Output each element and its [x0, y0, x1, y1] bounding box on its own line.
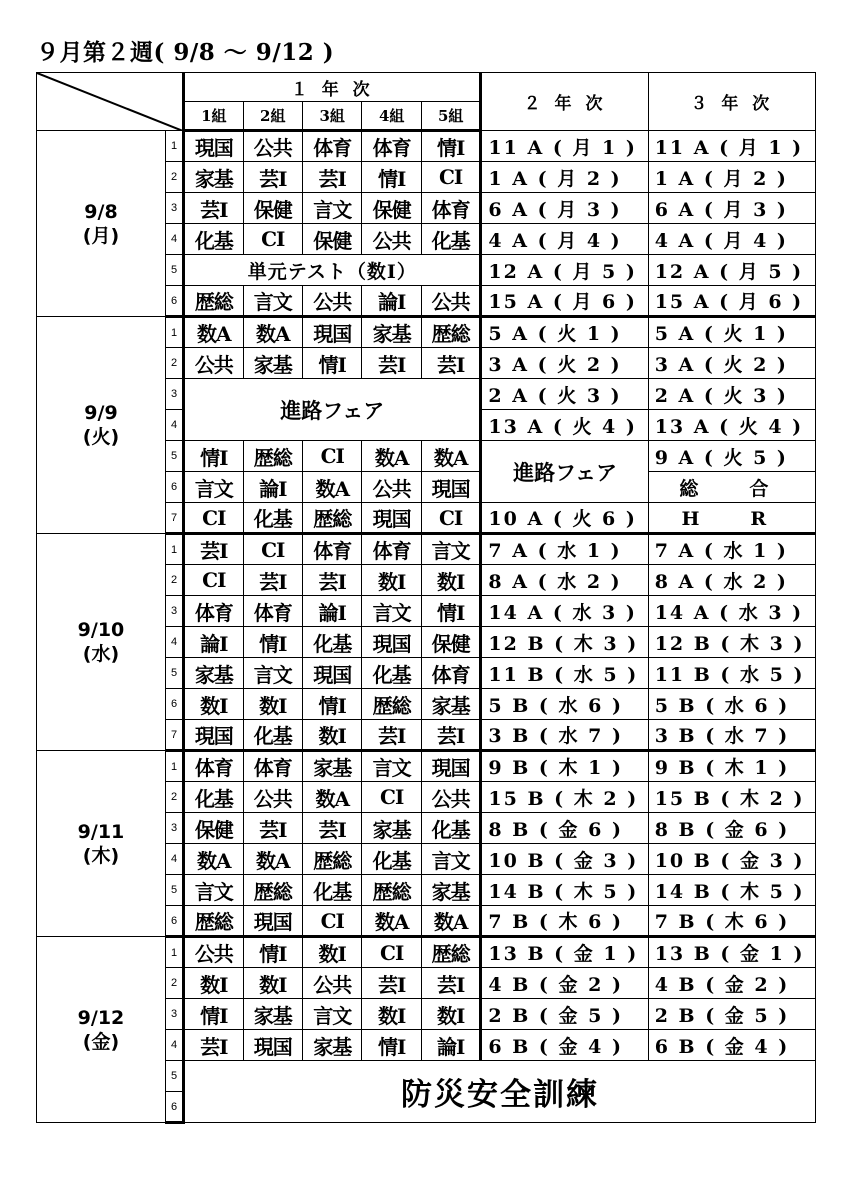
day-date: 9/12 [77, 1006, 125, 1029]
class-cell: 芸Ⅰ [362, 720, 421, 751]
class-cell: 公共 [243, 131, 302, 162]
class-cell: 情Ⅰ [184, 441, 243, 472]
class-cell: 論Ⅰ [421, 1030, 481, 1061]
year3-cell: 13 B ( 金 1 ) [648, 937, 815, 968]
class-cell: 芸Ⅰ [421, 348, 481, 379]
period-number: 7 [165, 720, 183, 751]
class-cell: 言文 [303, 193, 362, 224]
period-number: 4 [165, 410, 183, 441]
year2-cell: 1 A ( 月 2 ) [481, 162, 648, 193]
class-cell: CⅠ [243, 534, 302, 565]
class-cell: 情Ⅰ [243, 627, 302, 658]
day-date: 9/9 [84, 402, 118, 424]
year2-cell: 12 A ( 月 5 ) [481, 255, 648, 286]
diagonal-line [37, 73, 183, 131]
class-cell: 数Ⅰ [184, 968, 243, 999]
period-number: 5 [165, 658, 183, 689]
class-cell: 体育 [362, 131, 421, 162]
class-cell: 家基 [184, 162, 243, 193]
class-cell: 数A [362, 441, 421, 472]
class-cell: 家基 [303, 1030, 362, 1061]
class-cell: 数A [303, 782, 362, 813]
class-cell: 数A [243, 844, 302, 875]
class-cell: 数Ⅰ [243, 968, 302, 999]
class-cell: 芸Ⅰ [184, 193, 243, 224]
class-cell: 芸Ⅰ [303, 813, 362, 844]
class-cell: 公共 [421, 286, 481, 317]
class-cell: 情Ⅰ [303, 348, 362, 379]
class-cell: 芸Ⅰ [243, 162, 302, 193]
class-cell: 家基 [362, 813, 421, 844]
class-cell: 家基 [362, 317, 421, 348]
year2-cell: 5 A ( 火 1 ) [481, 317, 648, 348]
year2-cell: 10 A ( 火 6 ) [481, 503, 648, 534]
class-cell: 化基 [184, 224, 243, 255]
class-cell: 化基 [362, 658, 421, 689]
class-cell: 体育 [362, 534, 421, 565]
year3-cell: 15 B ( 木 2 ) [648, 782, 815, 813]
class-cell: 保健 [421, 627, 481, 658]
year2-cell: 4 B ( 金 2 ) [481, 968, 648, 999]
class-cell: 芸Ⅰ [362, 968, 421, 999]
class-cell: 公共 [421, 782, 481, 813]
class-cell: 情Ⅰ [421, 596, 481, 627]
class-cell: 体育 [303, 534, 362, 565]
header-group-5: 5組 [421, 102, 481, 131]
period-number: 6 [165, 689, 183, 720]
period-number: 2 [165, 968, 183, 999]
disaster-drill-cell: 防災安全訓練 [184, 1061, 816, 1123]
period-number: 4 [165, 627, 183, 658]
day-weekday: (水) [82, 643, 120, 665]
period-number: 3 [165, 813, 183, 844]
header-group-2: 2組 [243, 102, 302, 131]
year3-cell: 11 A ( 月 1 ) [648, 131, 815, 162]
career-fair-year2-cell: 進路フェア [481, 441, 648, 503]
class-cell: 情Ⅰ [362, 162, 421, 193]
class-cell: 現国 [184, 131, 243, 162]
class-cell: 論Ⅰ [362, 286, 421, 317]
class-cell: 言文 [362, 596, 421, 627]
class-cell: 数Ⅰ [303, 937, 362, 968]
period-number: 3 [165, 193, 183, 224]
class-cell: 化基 [303, 627, 362, 658]
header-group-1: 1組 [184, 102, 243, 131]
class-cell: 体育 [421, 658, 481, 689]
year3-cell: 14 A ( 水 3 ) [648, 596, 815, 627]
class-cell: 数Ⅰ [362, 565, 421, 596]
class-cell: 芸Ⅰ [243, 565, 302, 596]
class-cell: 芸Ⅰ [421, 720, 481, 751]
header-group-3: 3組 [303, 102, 362, 131]
class-cell: 情Ⅰ [303, 689, 362, 720]
class-cell: 情Ⅰ [362, 1030, 421, 1061]
class-cell: 歴総 [184, 286, 243, 317]
period-number: 6 [165, 906, 183, 937]
class-cell: 体育 [303, 131, 362, 162]
header-year2: ２ 年 次 [481, 73, 648, 131]
class-cell: CⅠ [243, 224, 302, 255]
period-number: 4 [165, 844, 183, 875]
class-cell: 芸Ⅰ [184, 1030, 243, 1061]
class-cell: 公共 [184, 937, 243, 968]
header-year1: １ 年 次 [184, 73, 481, 102]
year3-cell: 3 A ( 火 2 ) [648, 348, 815, 379]
class-cell: CⅠ [184, 503, 243, 534]
year3-cell: 2 A ( 火 3 ) [648, 379, 815, 410]
class-cell: 芸Ⅰ [421, 968, 481, 999]
class-cell: 歴総 [243, 875, 302, 906]
year3-cell: 10 B ( 金 3 ) [648, 844, 815, 875]
class-cell: CⅠ [421, 503, 481, 534]
career-fair-year1-cell: 進路フェア [184, 379, 481, 441]
class-cell: 化基 [421, 224, 481, 255]
class-cell: 数A [243, 317, 302, 348]
year3-cell: 12 A ( 月 5 ) [648, 255, 815, 286]
year2-cell: 2 A ( 火 3 ) [481, 379, 648, 410]
year3-cell: 9 A ( 火 5 ) [648, 441, 815, 472]
class-cell: 現国 [362, 503, 421, 534]
class-cell: 数A [184, 317, 243, 348]
day-cell-9-10 [37, 534, 166, 751]
year3-cell: 5 A ( 火 1 ) [648, 317, 815, 348]
class-cell: 言文 [303, 999, 362, 1030]
year3-cell: 2 B ( 金 5 ) [648, 999, 815, 1030]
class-cell: 歴総 [362, 875, 421, 906]
class-cell: 歴総 [421, 937, 481, 968]
class-cell: 現国 [243, 1030, 302, 1061]
period-number: 6 [165, 1092, 183, 1123]
class-cell: 体育 [243, 596, 302, 627]
period-number: 3 [165, 379, 183, 410]
year3-cell: 7 B ( 木 6 ) [648, 906, 815, 937]
class-cell: 情Ⅰ [184, 999, 243, 1030]
class-cell: CⅠ [421, 162, 481, 193]
year3-cell: 12 B ( 木 3 ) [648, 627, 815, 658]
year3-cell: 1 A ( 月 2 ) [648, 162, 815, 193]
class-cell: 体育 [243, 751, 302, 782]
class-cell: 家基 [184, 658, 243, 689]
timetable [36, 72, 816, 1124]
year2-cell: 9 B ( 木 1 ) [481, 751, 648, 782]
day-weekday: (木) [82, 844, 120, 867]
period-number: 5 [165, 255, 183, 286]
day-cell-9-12 [37, 937, 166, 1123]
class-cell: 歴総 [421, 317, 481, 348]
year2-cell: 4 A ( 月 4 ) [481, 224, 648, 255]
class-cell: 情Ⅰ [243, 937, 302, 968]
class-cell: 歴総 [184, 906, 243, 937]
page-title: ９月第２週( 9/8 ～ 9/12 ) [36, 39, 335, 66]
period-number: 1 [165, 937, 183, 968]
period-number: 1 [165, 317, 183, 348]
class-cell: 公共 [184, 348, 243, 379]
class-cell: 家基 [243, 999, 302, 1030]
class-cell: 保健 [362, 193, 421, 224]
class-cell: 情Ⅰ [421, 131, 481, 162]
period-number: 2 [165, 348, 183, 379]
class-cell: 言文 [184, 875, 243, 906]
day-cell-9-9 [37, 317, 166, 534]
class-cell: 論Ⅰ [303, 596, 362, 627]
class-cell: 数A [303, 472, 362, 503]
class-cell: 現国 [303, 317, 362, 348]
period-number: 1 [165, 751, 183, 782]
class-cell: 体育 [421, 193, 481, 224]
class-cell: 現国 [184, 720, 243, 751]
header-corner-cell [37, 73, 184, 131]
year3-cell: 8 B ( 金 6 ) [648, 813, 815, 844]
year2-cell: 13 A ( 火 4 ) [481, 410, 648, 441]
class-cell: 歴総 [362, 689, 421, 720]
class-cell: 数Ⅰ [421, 565, 481, 596]
year2-cell: 3 B ( 水 7 ) [481, 720, 648, 751]
year2-cell: 11 B ( 水 5 ) [481, 658, 648, 689]
class-cell: CⅠ [184, 565, 243, 596]
class-cell: 化基 [362, 844, 421, 875]
year2-cell: 6 A ( 月 3 ) [481, 193, 648, 224]
class-cell: CⅠ [362, 937, 421, 968]
year2-cell: 15 B ( 木 2 ) [481, 782, 648, 813]
class-cell: 保健 [243, 193, 302, 224]
class-cell: 数A [184, 844, 243, 875]
class-cell: 体育 [184, 751, 243, 782]
class-cell: 公共 [303, 286, 362, 317]
class-cell: 公共 [303, 968, 362, 999]
class-cell: 保健 [303, 224, 362, 255]
year2-cell: 14 A ( 水 3 ) [481, 596, 648, 627]
class-cell: 数Ⅰ [362, 999, 421, 1030]
year3-cell: 11 B ( 水 5 ) [648, 658, 815, 689]
day-date: 9/10 [77, 619, 125, 641]
year2-cell: 15 A ( 月 6 ) [481, 286, 648, 317]
day-date: 9/11 [77, 820, 125, 843]
year2-cell: 7 B ( 木 6 ) [481, 906, 648, 937]
class-cell: 数Ⅰ [243, 689, 302, 720]
class-cell: 数Ⅰ [421, 999, 481, 1030]
class-cell: 保健 [184, 813, 243, 844]
day-weekday: (金) [82, 1030, 120, 1053]
year3-cell: 9 B ( 木 1 ) [648, 751, 815, 782]
period-number: 2 [165, 565, 183, 596]
class-cell: 歴総 [303, 844, 362, 875]
class-cell: CⅠ [362, 782, 421, 813]
header-group-4: 4組 [362, 102, 421, 131]
year2-cell: 11 A ( 月 1 ) [481, 131, 648, 162]
year2-cell: 14 B ( 木 5 ) [481, 875, 648, 906]
year3-cell: 14 B ( 木 5 ) [648, 875, 815, 906]
class-cell: 現国 [362, 627, 421, 658]
class-cell: 家基 [303, 751, 362, 782]
class-cell: 家基 [243, 348, 302, 379]
class-cell: 公共 [362, 224, 421, 255]
year3-cell: 4 A ( 月 4 ) [648, 224, 815, 255]
day-date: 9/8 [84, 200, 118, 223]
period-number: 5 [165, 875, 183, 906]
year2-cell: 7 A ( 水 1 ) [481, 534, 648, 565]
class-cell: 公共 [243, 782, 302, 813]
homeroom-cell: H R [648, 503, 815, 534]
day-weekday: (月) [82, 224, 120, 247]
year3-cell: 3 B ( 水 7 ) [648, 720, 815, 751]
class-cell: 数A [362, 906, 421, 937]
homeroom-general-cell: 総 合 [648, 472, 815, 503]
period-number: 2 [165, 162, 183, 193]
period-number: 6 [165, 286, 183, 317]
class-cell: 数Ⅰ [303, 720, 362, 751]
class-cell: 言文 [184, 472, 243, 503]
class-cell: 公共 [362, 472, 421, 503]
year3-cell: 15 A ( 月 6 ) [648, 286, 815, 317]
day-cell-9-11 [37, 751, 166, 937]
period-number: 6 [165, 472, 183, 503]
year2-cell: 8 B ( 金 6 ) [481, 813, 648, 844]
year2-cell: 13 B ( 金 1 ) [481, 937, 648, 968]
period-number: 3 [165, 999, 183, 1030]
class-cell: 家基 [421, 875, 481, 906]
class-cell: CⅠ [303, 906, 362, 937]
year2-cell: 5 B ( 水 6 ) [481, 689, 648, 720]
period-number: 4 [165, 1030, 183, 1061]
period-number: 5 [165, 441, 183, 472]
year3-cell: 6 A ( 月 3 ) [648, 193, 815, 224]
class-cell: 歴総 [243, 441, 302, 472]
class-cell: 数Ⅰ [184, 689, 243, 720]
class-cell: 家基 [421, 689, 481, 720]
class-cell: CⅠ [303, 441, 362, 472]
class-cell: 体育 [184, 596, 243, 627]
period-number: 4 [165, 224, 183, 255]
class-cell: 論Ⅰ [184, 627, 243, 658]
class-cell: 言文 [421, 844, 481, 875]
class-cell: 言文 [421, 534, 481, 565]
year3-cell: 13 A ( 火 4 ) [648, 410, 815, 441]
class-cell: 論Ⅰ [243, 472, 302, 503]
class-cell: 芸Ⅰ [243, 813, 302, 844]
class-cell: 現国 [303, 658, 362, 689]
year2-cell: 10 B ( 金 3 ) [481, 844, 648, 875]
year2-cell: 12 B ( 木 3 ) [481, 627, 648, 658]
year3-cell: 4 B ( 金 2 ) [648, 968, 815, 999]
class-cell: 歴総 [303, 503, 362, 534]
class-cell: 芸Ⅰ [184, 534, 243, 565]
class-cell: 言文 [243, 658, 302, 689]
class-cell: 芸Ⅰ [303, 162, 362, 193]
year2-cell: 8 A ( 水 2 ) [481, 565, 648, 596]
class-cell: 化基 [421, 813, 481, 844]
class-cell: 言文 [243, 286, 302, 317]
class-cell: 化基 [303, 875, 362, 906]
day-cell-9-8 [37, 131, 166, 317]
day-weekday: (火) [82, 426, 120, 448]
unit-test-merged-cell: 単元テスト（数Ⅰ） [184, 255, 481, 286]
class-cell: 化基 [243, 503, 302, 534]
year2-cell: 6 B ( 金 4 ) [481, 1030, 648, 1061]
year3-cell: 6 B ( 金 4 ) [648, 1030, 815, 1061]
class-cell: 芸Ⅰ [303, 565, 362, 596]
class-cell: 化基 [243, 720, 302, 751]
year3-cell: 8 A ( 水 2 ) [648, 565, 815, 596]
class-cell: 数A [421, 441, 481, 472]
class-cell: 現国 [421, 472, 481, 503]
class-cell: 現国 [421, 751, 481, 782]
period-number: 1 [165, 131, 183, 162]
class-cell: 現国 [243, 906, 302, 937]
class-cell: 芸Ⅰ [362, 348, 421, 379]
class-cell: 数A [421, 906, 481, 937]
class-cell: 言文 [362, 751, 421, 782]
period-number: 5 [165, 1061, 183, 1092]
year2-cell: 2 B ( 金 5 ) [481, 999, 648, 1030]
class-cell: 化基 [184, 782, 243, 813]
period-number: 3 [165, 596, 183, 627]
year2-cell: 3 A ( 火 2 ) [481, 348, 648, 379]
header-year3: ３ 年 次 [648, 73, 815, 131]
period-number: 2 [165, 782, 183, 813]
year3-cell: 7 A ( 水 1 ) [648, 534, 815, 565]
year3-cell: 5 B ( 水 6 ) [648, 689, 815, 720]
period-number: 1 [165, 534, 183, 565]
period-number: 7 [165, 503, 183, 534]
